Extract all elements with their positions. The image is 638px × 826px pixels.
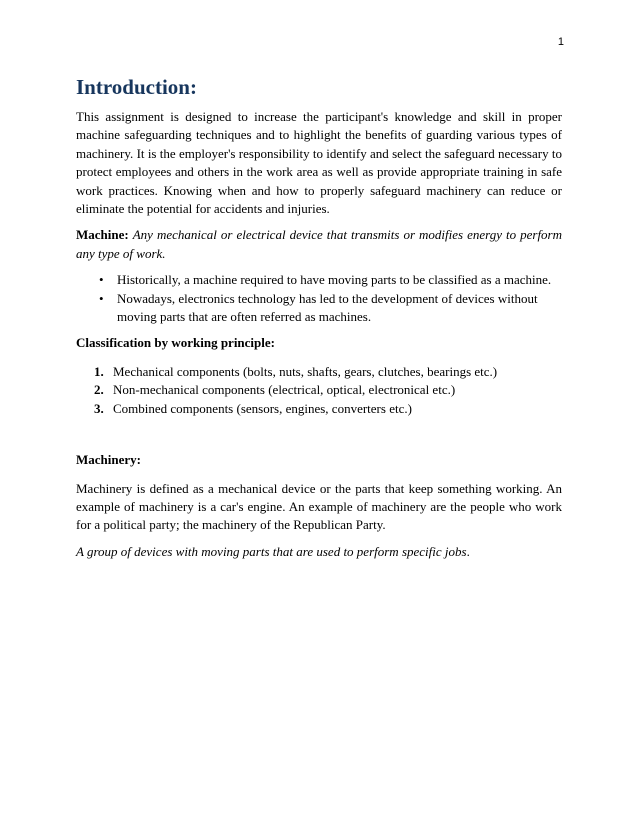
item-number: 3. bbox=[94, 400, 104, 416]
item-text: Combined components (sensors, engines, converters etc.) bbox=[113, 400, 412, 416]
list-item bbox=[76, 271, 562, 289]
page-number: 1 bbox=[557, 36, 564, 48]
classification-heading: Classification by working principle: bbox=[76, 335, 275, 351]
bullet-text: Nowadays, electronics technology has led to the development of devices without moving parts that are often referred as machines. bbox=[117, 290, 538, 325]
machine-label: Machine: bbox=[76, 227, 129, 243]
list-item bbox=[76, 381, 562, 399]
machine-definition bbox=[76, 226, 562, 263]
machinery-definition bbox=[76, 543, 562, 561]
item-number: 1. bbox=[94, 363, 104, 379]
machinery-period: . bbox=[466, 543, 470, 559]
introduction-heading: Introduction: bbox=[76, 75, 197, 99]
list-item bbox=[76, 363, 562, 381]
machinery-heading: Machinery: bbox=[76, 452, 141, 468]
classification-list bbox=[76, 363, 562, 418]
introduction-paragraph: This assignment is designed to increase the participant's knowledge and skill in proper machine safeguarding techniques and to highlight the benefits of guarding various types of machinery. It is the employer's responsibility to identify and select the safeguard necessary to protect employees and others in the work area as well as provide appropriate training in safe work practices. Knowing when and how to properly safeguard machinery can reduce or eliminate the potential for accidents and injuries. bbox=[76, 109, 562, 217]
machinery-italic-text: A group of devices with moving parts that are used to perform specific jobs bbox=[76, 543, 467, 559]
item-text: Non-mechanical components (electrical, optical, electronical etc.) bbox=[113, 382, 456, 398]
machinery-paragraph: Machinery is defined as a mechanical device or the parts that keep something working. An example of machinery is a car's engine. An example of machinery are the people who work for a political party; the machinery of the Republican Party. bbox=[76, 480, 562, 533]
document-body bbox=[76, 74, 562, 561]
item-number: 2. bbox=[94, 382, 104, 398]
list-item bbox=[76, 400, 562, 418]
bullet-icon: • bbox=[99, 272, 104, 288]
item-text: Mechanical components (bolts, nuts, shafts, gears, clutches, bearings etc.) bbox=[113, 363, 498, 379]
bullet-icon: • bbox=[99, 290, 104, 306]
bullet-text: Historically, a machine required to have moving parts to be classified as a machine. bbox=[117, 272, 552, 288]
list-item bbox=[76, 290, 562, 327]
machine-definition-text: Any mechanical or electrical device that transmits or modifies energy to perform any type of work. bbox=[76, 227, 562, 261]
machine-bullet-list bbox=[76, 271, 562, 326]
